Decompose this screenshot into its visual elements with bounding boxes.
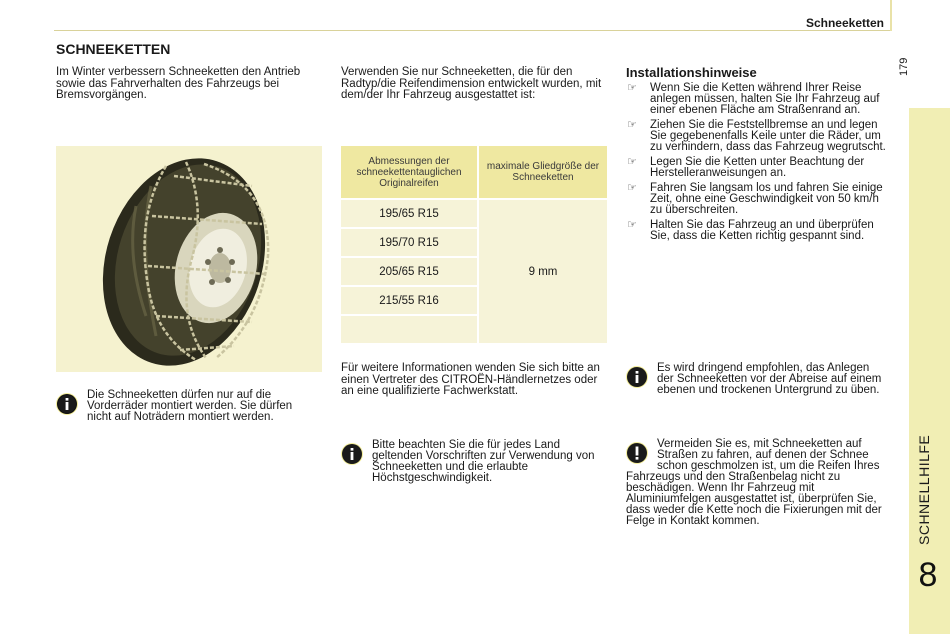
chapter-number: 8 [918,556,938,594]
tire-size-cell-empty [341,314,479,343]
installation-list [626,83,891,246]
table-header-link-size: maximale Gliedgröße der Schneeketten [479,146,607,198]
pointing-hand-icon: ☞ [627,219,637,231]
more-info-paragraph: Für weitere Informationen wenden Sie sich bitte an einen Vertreter des CITROËN-Händlernetzes oder an eine qualifizierte Fachwerkstatt. [341,362,600,397]
pointing-hand-icon: ☞ [627,156,637,168]
list-item: ☞ Ziehen Sie die Feststellbremse an und legen Sie gegebenenfalls Keile unter die Räder, um zu verhindern, dass das Fahrzeug wegrutscht. [627,119,886,153]
table-header-dimensions: Abmessungen der schneekettentauglichen Originalreifen [341,146,479,198]
info-icon [56,393,78,415]
tire-size-cell: 205/65 R15 [341,256,479,285]
front-wheels-note: Die Schneeketten dürfen nur auf die Vorderräder montiert werden. Sie dürfen nicht auf Noträdern montiert werden. [87,389,293,423]
intro-paragraph: Im Winter verbessern Schneeketten den Antrieb sowie das Fahrverhalten des Fahrzeugs bei Bremsvorgängen. [56,66,301,101]
page-number: 179 [898,57,910,76]
pointing-hand-icon: ☞ [627,82,637,94]
chapter-label: SCHNELLHILFE [916,434,932,545]
tire-size-cell: 195/65 R15 [341,198,479,227]
info-icon [626,366,648,388]
list-item: ☞ Fahren Sie langsam los und fahren Sie einige Zeit, ohne eine Geschwindigkeit von 50 km/h zu überschreiten. [627,182,883,216]
table-row [341,198,607,227]
list-item: ☞ Halten Sie das Fahrzeug an und überprüfen Sie, dass die Ketten richtig gespannt sind. [627,219,874,242]
list-item: ☞ Wenn Sie die Ketten während Ihrer Reise anlegen müssen, halten Sie Ihr Fahrzeug auf einer ebenen Fläche am Straßenrand an. [627,82,880,116]
tire-dimension-table [341,146,607,343]
info-icon [341,443,363,465]
installation-heading: Installationshinweise [626,65,757,80]
usage-paragraph: Verwenden Sie nur Schneeketten, die für den Radtyp/die Reifendimension entwickelt wurden, mit dem/der Ihr Fahrzeug ausgestattet ist: [341,66,602,101]
header-rule-vertical [890,0,892,31]
link-size-cell: 9 mm [479,198,607,343]
tire-size-cell: 195/70 R15 [341,227,479,256]
regulations-note: Bitte beachten Sie die für jedes Land geltenden Vorschriften zur Verwendung von Schneeketten und die erlaubte Höchstgeschwindigkeit. [372,439,595,484]
practice-note: Es wird dringend empfohlen, das Anlegen der Schneeketten vor der Abreise auf einem ebenen und trockenen Untergrund zu üben. [657,362,882,396]
pointing-hand-icon: ☞ [627,182,637,194]
running-header: Schneeketten [805,16,884,30]
tire-size-cell: 215/55 R16 [341,285,479,314]
pointing-hand-icon: ☞ [627,119,637,131]
warning-note: Vermeiden Sie es, mit Schneeketten auf Straßen zu fahren, auf denen der Schnee schon geschmolzen ist, um die Reifen Ihres Fahrzeugs und den Straßenbelag nicht zu beschädigen. Wenn Ihr Fahrzeug mit Aluminiumfelgen ausgestattet ist, überprüfen Sie, dass weder die Kette noch die Fixierungen mit der Felge in Kontakt kommen. [626,438,882,527]
header-rule [54,30,890,31]
tire-with-snow-chain-illustration [56,146,322,372]
table-header-row [341,146,607,198]
list-item: ☞ Legen Sie die Ketten unter Beachtung der Herstelleranweisungen an. [627,156,865,179]
section-title: SCHNEEKETTEN [56,41,171,57]
warning-note-indent [626,439,657,463]
